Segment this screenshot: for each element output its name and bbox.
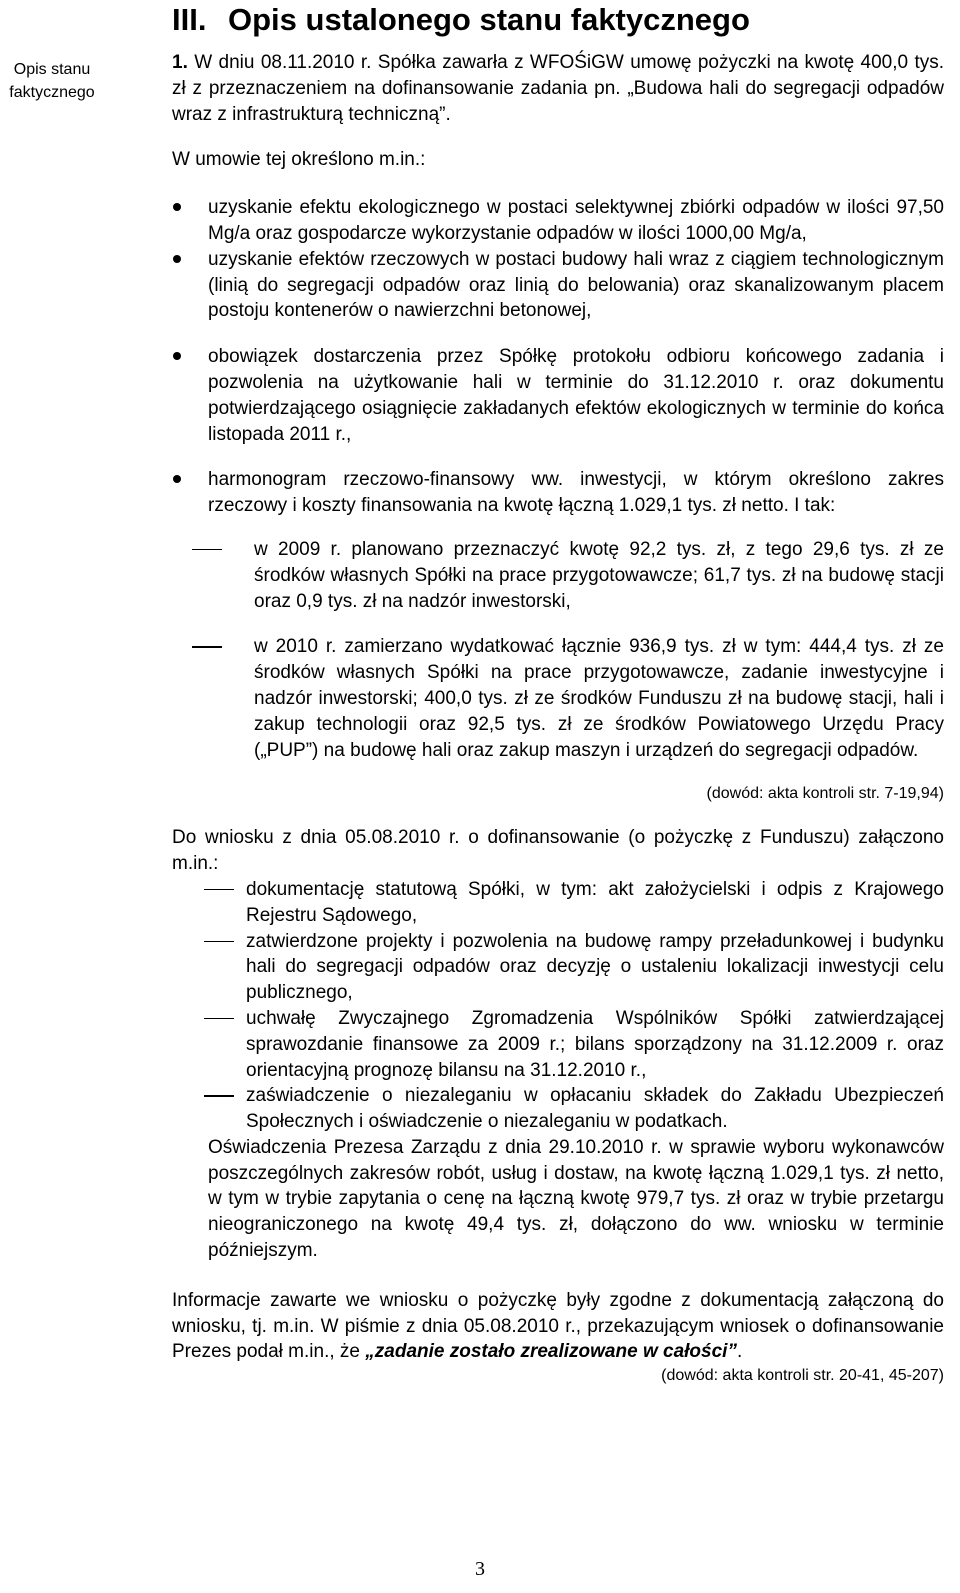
intro-text: W dniu 08.11.2010 r. Spółka zawarła z WFOŚiGW umowę pożyczki na kwotę 400,0 tys. zł z przeznaczeniem na dofinansowanie zadania pn. „Budowa hali do segregacji odpadów wraz z infrastrukturą techniczną”. bbox=[172, 52, 945, 125]
final-end: . bbox=[736, 1341, 743, 1363]
contract-terms-list bbox=[172, 195, 944, 763]
list-item bbox=[172, 467, 944, 763]
statements-paragraph: Oświadczenia Prezesa Zarządu z dnia 29.10.2010 r. w sprawie wyboru wykonawców poszczególnych zakresów robót, usług i dostaw, na kwotę łączną 1.029,1 tys. zł netto, w tym w trybie zapytania o cenę na łączną kwotę 979,7 tys. zł oraz w trybie przetargu nieograniczonego na kwotę 49,4 tys. zł, dołączono do ww. wniosku w terminie późniejszym. bbox=[208, 1136, 944, 1262]
final-paragraph bbox=[172, 1288, 944, 1365]
list-item: uzyskanie efektów rzeczowych w postaci budowy hali wraz z ciągiem technologicznym (linią do segregacji odpadów oraz linią do belowania) oraz skanalizowanym placem postoju kontenerów o nawierzchni betonowej, bbox=[172, 247, 944, 324]
application-intro: Do wniosku z dnia 05.08.2010 r. o dofinansowanie (o pożyczkę z Funduszu) załączono m.in.: bbox=[172, 827, 944, 875]
list-item: uchwałę Zwyczajnego Zgromadzenia Wspólników Spółki zatwierdzającej sprawozdanie finansowe za 2009 r.; bilans sporządzony na 31.12.2009 r. oraz orientacyjną prognozę bilansu na 31.12.2010 r., bbox=[172, 1006, 944, 1083]
schedule-list bbox=[172, 537, 944, 763]
attachments-list bbox=[172, 877, 944, 1135]
page-number: 3 bbox=[475, 1558, 485, 1580]
list-item: dokumentację statutową Spółki, w tym: akt założycielski i odpis z Krajowego Rejestru Sądowego, bbox=[172, 877, 944, 929]
intro-number: 1. bbox=[172, 52, 188, 73]
list-item: zatwierdzone projekty i pozwolenia na budowę rampy przeładunkowej i budynku hali do segregacji odpadów oraz decyzję o ustaleniu lokalizacji inwestycji celu publicznego, bbox=[172, 929, 944, 1006]
final-quote: „zadanie zostało zrealizowane w całości” bbox=[365, 1341, 737, 1363]
list-item: uzyskanie efektu ekologicznego w postaci selektywnej zbiórki odpadów w ilości 97,50 Mg/a oraz gospodarcze wykorzystanie odpadów w ilości 1000,00 Mg/a, bbox=[172, 195, 944, 247]
list-item: w 2010 r. zamierzano wydatkować łącznie 936,9 tys. zł w tym: 444,4 tys. zł ze środków własnych Spółki na prace przygotowawcze, zadanie inwestycyjne i nadzór inwestorski; 400,0 tys. zł ze środków Funduszu zł na budowę stacji, hali i zakup technologii oraz 92,5 tys. zł ze środków Powiatowego Urzędu Pracy („PUP”) na budowę hali oraz zakup maszyn i urządzeń do segregacji odpadów. bbox=[172, 634, 944, 763]
list-item: obowiązek dostarczenia przez Spółkę protokołu odbioru końcowego zadania i pozwolenia na użytkowanie hali w terminie do 31.12.2010 r. oraz dokumentu potwierdzającego osiągnięcie zakładanych efektów ekologicznych w terminie do końca listopada 2011 r., bbox=[172, 344, 944, 447]
list-item: zaświadczenie o niezaleganiu w opłacaniu składek do Zakładu Ubezpieczeń Społecznych i oświadczenie o niezaleganiu w podatkach. bbox=[172, 1083, 944, 1135]
document-body bbox=[172, 50, 944, 1387]
proof-reference: (dowód: akta kontroli str. 20-41, 45-207) bbox=[661, 1367, 944, 1385]
proof-reference: (dowód: akta kontroli str. 7-19,94) bbox=[706, 785, 944, 803]
section-number: III. bbox=[172, 2, 207, 37]
intro-paragraph bbox=[172, 50, 944, 127]
margin-note: Opis stanu faktycznego bbox=[9, 61, 95, 101]
schedule-lead: harmonogram rzeczowo-finansowy ww. inwestycji, w którym określono zakres rzeczowy i koszty finansowania na kwotę łączną 1.029,1 tys. zł netto. I tak: bbox=[208, 469, 944, 517]
section-heading bbox=[172, 2, 750, 38]
section-title: Opis ustalonego stanu faktycznego bbox=[228, 2, 750, 37]
list-item: w 2009 r. planowano przeznaczyć kwotę 92,2 tys. zł, z tego 29,6 tys. zł ze środków własnych Spółki na prace przygotowawcze; 61,7 tys. zł na budowę stacji oraz 0,9 tys. zł na nadzór inwestorski, bbox=[172, 537, 944, 614]
final-text: Informacje zawarte we wniosku o pożyczkę były zgodne z dokumentacją załączoną do wniosku, tj. m.in. W piśmie z dnia 05.08.2010 r., przekazującym wniosek o dofinansowanie Prezes podał m.in., że bbox=[172, 1289, 944, 1363]
intro-lead: W umowie tej określono m.in.: bbox=[172, 149, 426, 171]
